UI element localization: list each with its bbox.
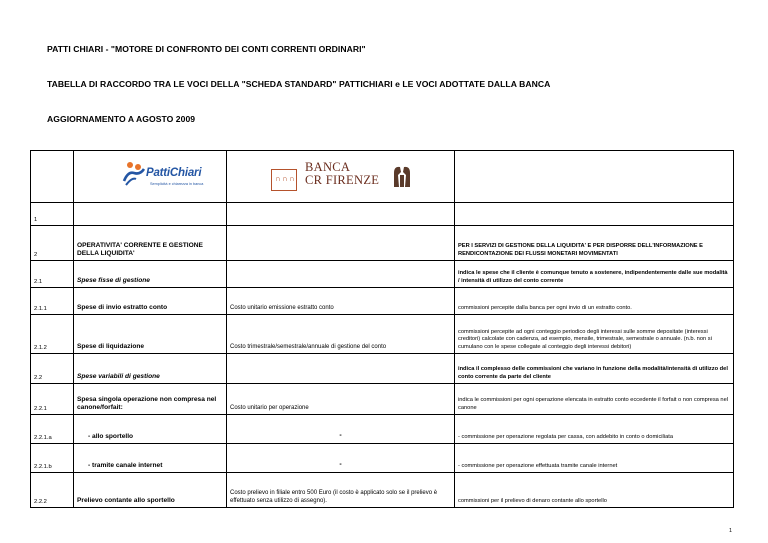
scheda-voce: Prelievo contante allo sportello — [74, 473, 227, 508]
bank-voce — [227, 354, 455, 384]
table-row — [31, 384, 734, 415]
bank-name: BANCA CR FIRENZE — [305, 160, 380, 187]
bank-voce — [227, 203, 455, 226]
bank-voce: Costo trimestrale/semestrale/annuale di gestione del conto — [227, 315, 455, 354]
voce-description: indica le commissioni per ogni operazione elencata in estratto conto eccedente il forfait o non compresa nel canone — [455, 384, 734, 415]
table-row — [31, 315, 734, 354]
row-number: 1 — [31, 203, 74, 226]
table-row — [31, 288, 734, 315]
update-date: AGGIORNAMENTO A AGOSTO 2009 — [47, 114, 196, 124]
pattichiari-mark-icon — [122, 161, 146, 187]
logo-row — [31, 151, 734, 203]
bank-voce: - — [227, 444, 455, 473]
voce-description: indica il complesso delle commissioni che variano in funzione della modalità/intensità di utilizzo del conto corrente da parte del cliente — [455, 354, 734, 384]
banca-cr-firenze-logo — [271, 161, 421, 191]
document-title: PATTI CHIARI - "MOTORE DI CONFRONTO DEI CONTI CORRENTI ORDINARI" — [47, 44, 366, 54]
bank-voce — [227, 261, 455, 288]
table-row — [31, 473, 734, 508]
document-subtitle: TABELLA DI RACCORDO TRA LE VOCI DELLA "SCHEDA STANDARD" PATTICHIARI e LE VOCI ADOTTATE DALLA BANCA — [47, 79, 551, 89]
row-number: 2.2.2 — [31, 473, 74, 508]
table-row — [31, 261, 734, 288]
pattichiari-tagline: Semplicità e chiarezza in banca — [150, 182, 204, 186]
voce-description: PER I SERVIZI DI GESTIONE DELLA LIQUIDITA' E PER DISPORRE DELL'INFORMAZIONE E RENDICONTAZIONE DEI FLUSSI MONETARI MOVIMENTATI — [455, 226, 734, 261]
bank-arches-icon: ∩ ∩ ∩ — [271, 169, 297, 191]
bank-voce: Costo unitario emissione estratto conto — [227, 288, 455, 315]
table-row — [31, 226, 734, 261]
row-number: 2.2.1 — [31, 384, 74, 415]
voce-description: - commissione per operazione regolata per cassa, con addebito in conto o domiciliata — [455, 415, 734, 444]
bank-logo-cell — [227, 151, 455, 203]
table-row — [31, 203, 734, 226]
table-row — [31, 354, 734, 384]
scheda-voce: - allo sportello — [74, 415, 227, 444]
pattichiari-name: PattiChiari — [146, 167, 202, 179]
bank-voce — [227, 226, 455, 261]
row-number: 2.2.1.a — [31, 415, 74, 444]
row-number: 2 — [31, 226, 74, 261]
scheda-voce: - tramite canale internet — [74, 444, 227, 473]
bank-voce: Costo unitario per operazione — [227, 384, 455, 415]
scheda-voce — [74, 203, 227, 226]
scheda-voce: Spesa singola operazione non compresa nel canone/forfait: — [74, 384, 227, 415]
row-number: 2.2 — [31, 354, 74, 384]
bank-lions-icon — [391, 163, 413, 189]
voce-description: commissioni percepite dalla banca per ogni invio di un estratto conto. — [455, 288, 734, 315]
voce-description — [455, 203, 734, 226]
row-number: 2.1.1 — [31, 288, 74, 315]
voce-description: commissioni per il prelievo di denaro contante allo sportello — [455, 473, 734, 508]
bank-voce: - — [227, 415, 455, 444]
bank-voce: Costo prelievo in filiale entro 500 Euro (il costo è applicato solo se il prelievo è effettuato senza utilizzo di assegno). — [227, 473, 455, 508]
scheda-voce: OPERATIVITA' CORRENTE E GESTIONE DELLA LIQUIDITA' — [74, 226, 227, 261]
table-row — [31, 415, 734, 444]
mapping-table — [30, 150, 734, 508]
page-number: 1 — [728, 528, 732, 534]
row-number: 2.2.1.b — [31, 444, 74, 473]
scheda-voce: Spese variabili di gestione — [74, 354, 227, 384]
pattichiari-logo — [122, 159, 222, 193]
row-number: 2.1 — [31, 261, 74, 288]
voce-description: commissioni percepite ad ogni conteggio periodico degli interessi sulle somme depositate (interessi creditori) calcolate con cadenza, ad esempio, mensile, trimestrale, semestrale o annuale. (n.b. non si cumulano con le spese collegate al conteggio degli interessi debitori) — [455, 315, 734, 354]
scheda-voce: Spese di invio estratto conto — [74, 288, 227, 315]
scheda-voce: Spese fisse di gestione — [74, 261, 227, 288]
scheda-voce: Spese di liquidazione — [74, 315, 227, 354]
pattichiari-logo-cell — [74, 151, 227, 203]
voce-description: - commissione per operazione effettuata tramite canale internet — [455, 444, 734, 473]
voce-description: indica le spese che il cliente è comunque tenuto a sostenere, indipendentemente dalle sue modalità / intensità di utilizzo del conto corrente — [455, 261, 734, 288]
table-row — [31, 444, 734, 473]
row-number: 2.1.2 — [31, 315, 74, 354]
